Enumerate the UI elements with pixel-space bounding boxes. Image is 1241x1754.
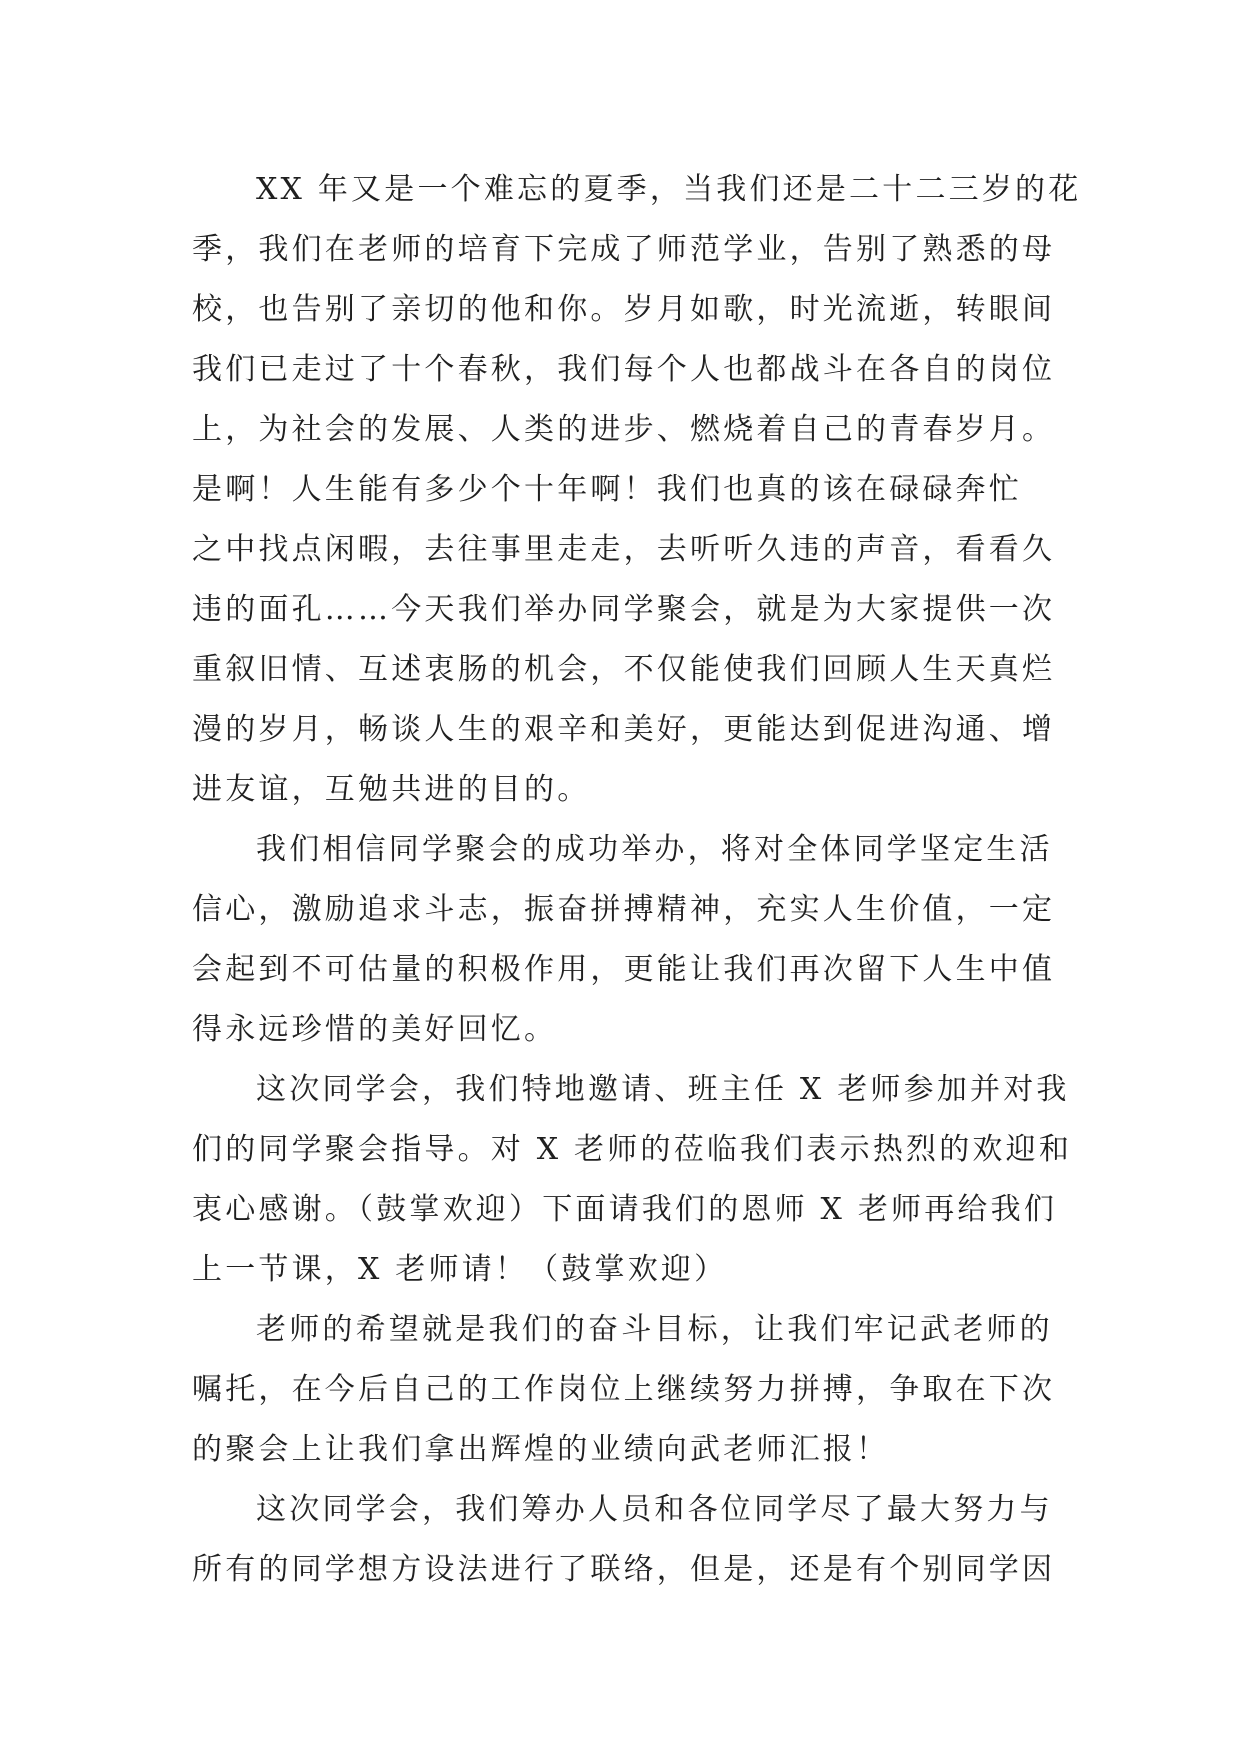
text-line: 这次同学会，我们筹办人员和各位同学尽了最大努力与 <box>256 1492 1053 1527</box>
text-line: 会起到不可估量的积极作用，更能让我们再次留下人生中值 <box>192 952 1056 987</box>
text-line: 们的同学聚会指导。对 X 老师的莅临我们表示热烈的欢迎和 <box>192 1132 1073 1167</box>
text-line: 违的面孔……今天我们举办同学聚会，就是为大家提供一次 <box>192 592 1056 627</box>
text-line: 之中找点闲暇，去往事里走走，去听听久违的声音，看看久 <box>192 532 1056 567</box>
text-line: 衷心感谢。（鼓掌欢迎）下面请我们的恩师 X 老师再给我们 <box>192 1192 1058 1227</box>
text-line: 漫的岁月，畅谈人生的艰辛和美好，更能达到促进沟通、增 <box>192 712 1056 747</box>
text-line: 上，为社会的发展、人类的进步、燃烧着自己的青春岁月。 <box>192 412 1056 447</box>
document-body <box>192 160 1082 1600</box>
text-line: 所有的同学想方设法进行了联络，但是，还是有个别同学因 <box>192 1552 1056 1587</box>
text-line: 这次同学会，我们特地邀请、班主任 X 老师参加并对我 <box>256 1072 1070 1107</box>
text-line: 进友谊，互勉共进的目的。 <box>192 772 591 807</box>
text-line: 我们已走过了十个春秋，我们每个人也都战斗在各自的岗位 <box>192 352 1056 387</box>
text-line: 重叙旧情、互述衷肠的机会，不仅能使我们回顾人生天真烂 <box>192 652 1056 687</box>
text-line: 老师的希望就是我们的奋斗目标，让我们牢记武老师的 <box>256 1312 1053 1347</box>
text-line: 季，我们在老师的培育下完成了师范学业，告别了熟悉的母 <box>192 232 1056 267</box>
text-line: 我们相信同学聚会的成功举办，将对全体同学坚定生活 <box>256 832 1053 867</box>
text-line: 上一节课，X 老师请！（鼓掌欢迎） <box>192 1252 728 1287</box>
text-line: 嘱托，在今后自己的工作岗位上继续努力拼搏，争取在下次 <box>192 1372 1056 1407</box>
text-line: XX 年又是一个难忘的夏季，当我们还是二十二三岁的花 <box>256 172 1082 207</box>
text-line: 信心，激励追求斗志，振奋拼搏精神，充实人生价值，一定 <box>192 892 1056 927</box>
text-line: 校，也告别了亲切的他和你。岁月如歌，时光流逝，转眼间 <box>192 292 1056 327</box>
text-line: 的聚会上让我们拿出辉煌的业绩向武老师汇报！ <box>192 1432 890 1467</box>
text-line: 是啊！人生能有多少个十年啊！我们也真的该在碌碌奔忙 <box>192 472 1022 507</box>
text-line: 得永远珍惜的美好回忆。 <box>192 1012 558 1047</box>
